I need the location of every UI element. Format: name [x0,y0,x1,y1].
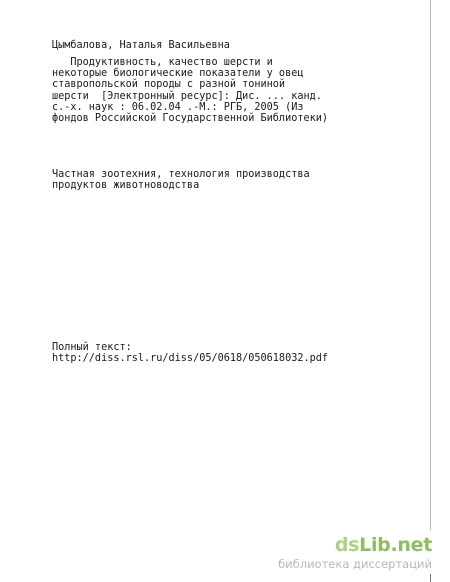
watermark-subtitle: библиотека диссертаций [278,557,432,571]
subject-line: Частная зоотехния, технология производства [52,169,310,180]
record-line: фондов Российской Государственной Библиотеки) [52,113,329,125]
record-line: шерсти [Электронный ресурс]: Дис. ... канд. [52,90,322,102]
subject-line: продуктов животноводства [52,180,200,192]
dslib-watermark [272,534,442,574]
record-line: Продуктивность, качество шерсти и [52,57,273,68]
record-line: некоторые биологические показатели у овец [52,68,304,80]
logo-lib: Lib [359,534,391,556]
logo-dot: . [390,534,398,556]
page-edge-line [430,0,431,530]
fulltext-block [52,342,328,364]
bibliographic-record [52,57,328,124]
logo-net: net [397,534,432,556]
subject-heading [52,169,310,191]
page-edge-mark [430,574,431,582]
logo-ds: ds [334,534,360,556]
author-name: Цымбалова, Наталья Васильевна [52,40,230,51]
record-line: с.-х. наук : 06.02.04 .-М.: РГБ, 2005 (Из [52,101,304,113]
fulltext-label: Полный текст: [52,342,132,353]
dslib-logo [335,534,432,556]
fulltext-link[interactable]: http://diss.rsl.ru/diss/05/0618/050618032.pdf [52,353,329,365]
record-line: ставропольской породы с разной тониной [52,79,286,91]
